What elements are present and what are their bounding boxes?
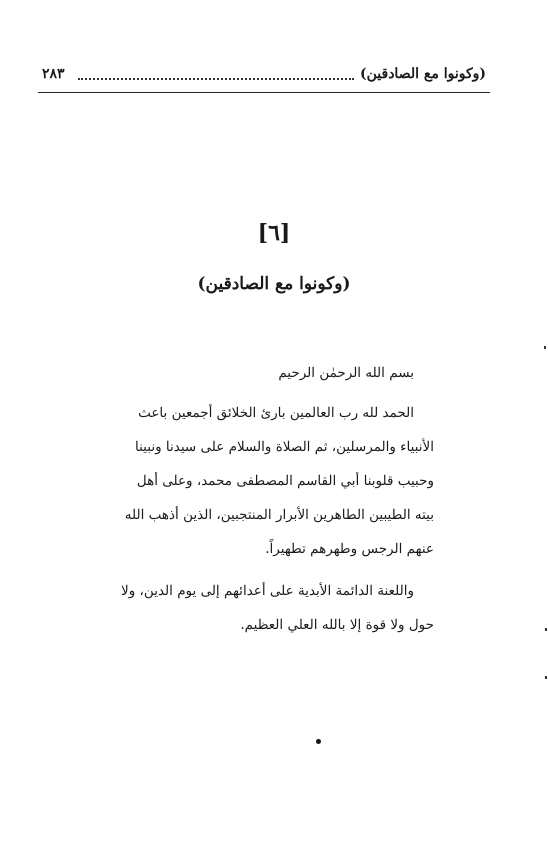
margin-speck [545, 628, 547, 631]
paragraph-closing: واللعنة الدائمة الأبدية على أعدائهم إلى يوم الدين، ولا حول ولا قوة إلا بالله العلي العظيم. [121, 583, 434, 633]
chapter-number: [٦] [257, 220, 291, 246]
page-number: ٢٨٣ [42, 66, 65, 82]
end-ornament-dot [316, 739, 321, 744]
body-text [120, 356, 434, 642]
margin-speck [545, 676, 547, 679]
paragraph-praise: الحمد لله رب العالمين بارئ الخلائق أجمعين باعث الأنبياء والمرسلين، ثم الصلاة والسلام على سيدنا ونبينا وحبيب قلوبنا أبي القاسم المصطفى محمد، وعلى أهل بيته الطيبين الطاهرين الأبرار المنتجبين، الذين أذهب الله عنهم الرجس وطهرهم تطهيراً. [124, 405, 434, 557]
margin-speck [544, 346, 546, 349]
chapter-title: (وكونوا مع الصادقين) [197, 274, 351, 294]
running-header [38, 54, 490, 93]
basmala: بسم الله الرحمٰن الرحيم [278, 365, 414, 381]
running-header-title: (وكونوا مع الصادقين) [360, 66, 486, 82]
header-dot-leader [78, 78, 354, 80]
